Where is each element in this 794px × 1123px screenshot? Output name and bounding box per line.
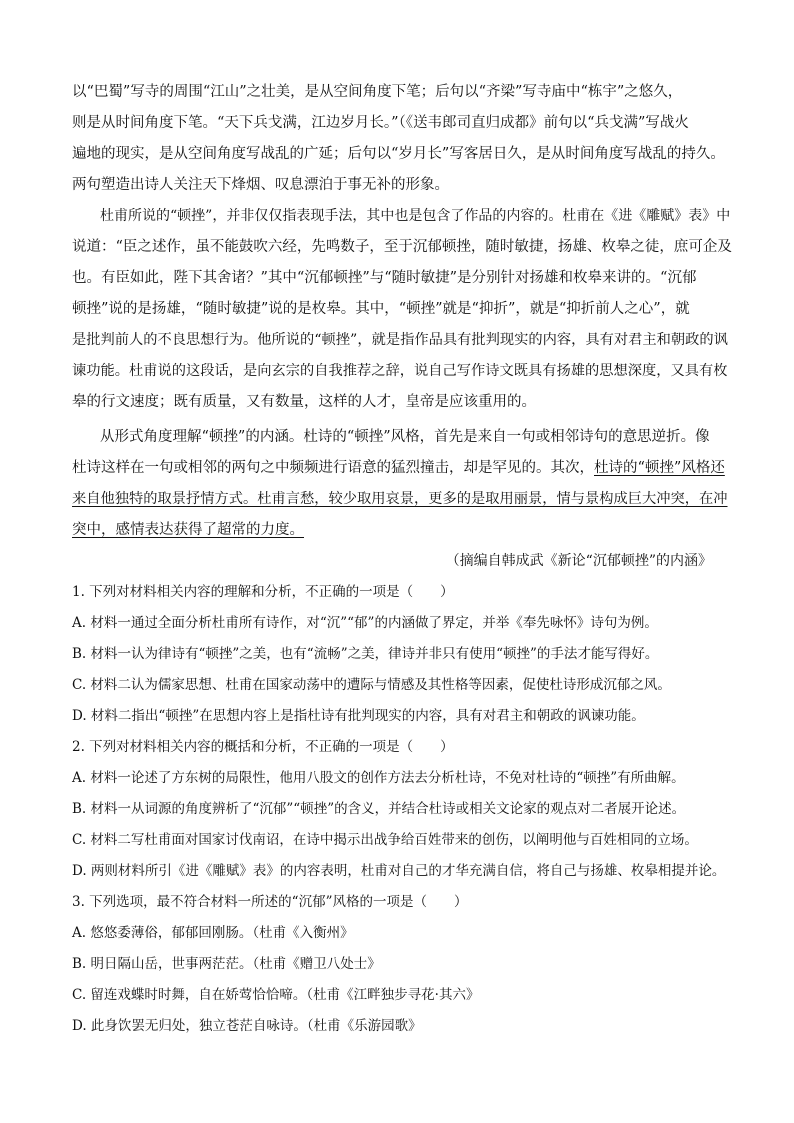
passage-line: 也。有臣如此，陛下其舍诸？”其中“沉郁顿挫”与“随时敏捷”是分别针对扬雄和枚皋来讲的。“沉郁 [72,270,697,286]
passage-line: 杜甫所说的“顿挫”，并非仅仅指表现手法，其中也是包含了作品的内容的。杜甫在《进《雕赋》表》中 [100,208,731,224]
passage-line [72,458,725,478]
passage-line: 是批判前人的不良思想行为。他所说的“顿挫”，就是指作品具有批判现实的内容，具有对君主和朝政的讽 [72,332,728,348]
question-stem: 1. 下列对材料相关内容的理解和分析，不正确的一项是（ ） [72,584,454,600]
option-b: B. 明日隔山岳，世事两茫茫。（杜甫《赠卫八处士》 [72,956,381,972]
passage-line: 顿挫”说的是扬雄，“随时敏捷”说的是枚皋。其中，“顿挫”就是“抑折”，就是“抑折前人之心”，就 [72,301,690,317]
passage-line: 以“巴蜀”写寺的周围“江山”之壮美，是从空间角度下笔；后句以“齐梁”写寺庙中“栋宇”之悠久， [72,84,683,100]
option-d: D. 此身饮罢无归处，独立苍茫自咏诗。（杜甫《乐游园歌》 [72,1018,422,1034]
underlined-text: 杜诗的“顿挫”风格还 [594,460,725,476]
passage-line: 两句塑造出诗人关注天下烽烟、叹息漂泊于事无补的形象。 [72,177,449,193]
option-b: B. 材料一认为律诗有“顿挫”之美，也有“流畅”之美，律诗并非只有使用“顿挫”的手法才能写得好。 [72,646,659,662]
option-c: C. 材料二认为儒家思想、杜甫在国家动荡中的遭际与情感及其性格等因素，促使杜诗形成沉郁之风。 [72,677,671,693]
option-d: D. 材料二指出“顿挫”在思想内容上是指杜诗有批判现实的内容，具有对君主和朝政的讽谏功能。 [72,708,645,724]
passage-line: 说道：“臣之述作，虽不能鼓吹六经，先鸣数子，至于沉郁顿挫，随时敏捷，扬雄、枚皋之徒，庶可企及 [72,239,732,255]
underlined-text: 来自他独特的取景抒情方式。杜甫言愁，较少取用哀景，更多的是取用丽景，情与景构成巨大冲突，在冲 [72,491,728,507]
option-c: C. 留连戏蝶时时舞，自在娇莺恰恰啼。（杜甫《江畔独步寻花·其六》 [72,987,480,1003]
passage-line: 遍地的现实，是从空间角度写战乱的广延；后句以“岁月长”写客居日久，是从时间角度写战乱的持久。 [72,146,725,162]
underlined-text: 突中，感情表达获得了超常的力度。 [72,522,304,538]
option-d: D. 两则材料所引《进《雕赋》表》的内容表明，杜甫对自己的才华充满自信，将自己与扬雄、枚皋相提并论。 [72,863,726,879]
source-citation: （摘编自韩成武《新论“沉郁顿挫”的内涵》 [445,553,712,569]
passage-line: 皋的行文速度；既有质量，又有数量，这样的人才，皇帝是应该重用的。 [72,394,536,410]
passage-line: 谏功能。杜甫说的这段话，是向玄宗的自我推荐之辞，说自己写作诗文既具有扬雄的思想深度，又具有枚 [72,363,728,379]
option-a: A. 材料一通过全面分析杜甫所有诗作，对“沉”“郁”的内涵做了界定，并举《奉先咏怀》诗句为例。 [72,615,658,631]
option-b: B. 材料一从词源的角度辨析了“沉郁”“顿挫”的含义，并结合杜诗或相关文论家的观点对二者展开论述。 [72,801,686,817]
passage-line: 则是从时间角度下笔。“天下兵戈满，江边岁月长。”（《送韦郎司直归成都》前句以“兵戈满”写战火 [72,115,689,131]
option-a: A. 悠悠委薄俗，郁郁回刚肠。（杜甫《入衡州》 [72,925,354,941]
passage-line: 从形式角度理解“顿挫”的内涵。杜诗的“顿挫”风格，首先是来自一句或相邻诗句的意思逆折。像 [100,429,710,445]
option-c: C. 材料二写杜甫面对国家讨伐南诏，在诗中揭示出战争给百姓带来的创伤，以阐明他与百姓相同的立场。 [72,832,698,848]
question-stem: 2. 下列对材料相关内容的概括和分析，不正确的一项是（ ） [72,739,454,755]
question-stem: 3. 下列选项，最不符合材料一所述的“沉郁”风格的一项是（ ） [72,894,468,910]
option-a: A. 材料一论述了方东树的局限性，他用八股文的创作方法去分析杜诗，不免对杜诗的“顿挫”有所曲解。 [72,770,685,786]
passage-text: 杜诗这样在一句或相邻的两句之中频频进行语意的猛烈撞击，却是罕见的。其次， [72,460,594,476]
